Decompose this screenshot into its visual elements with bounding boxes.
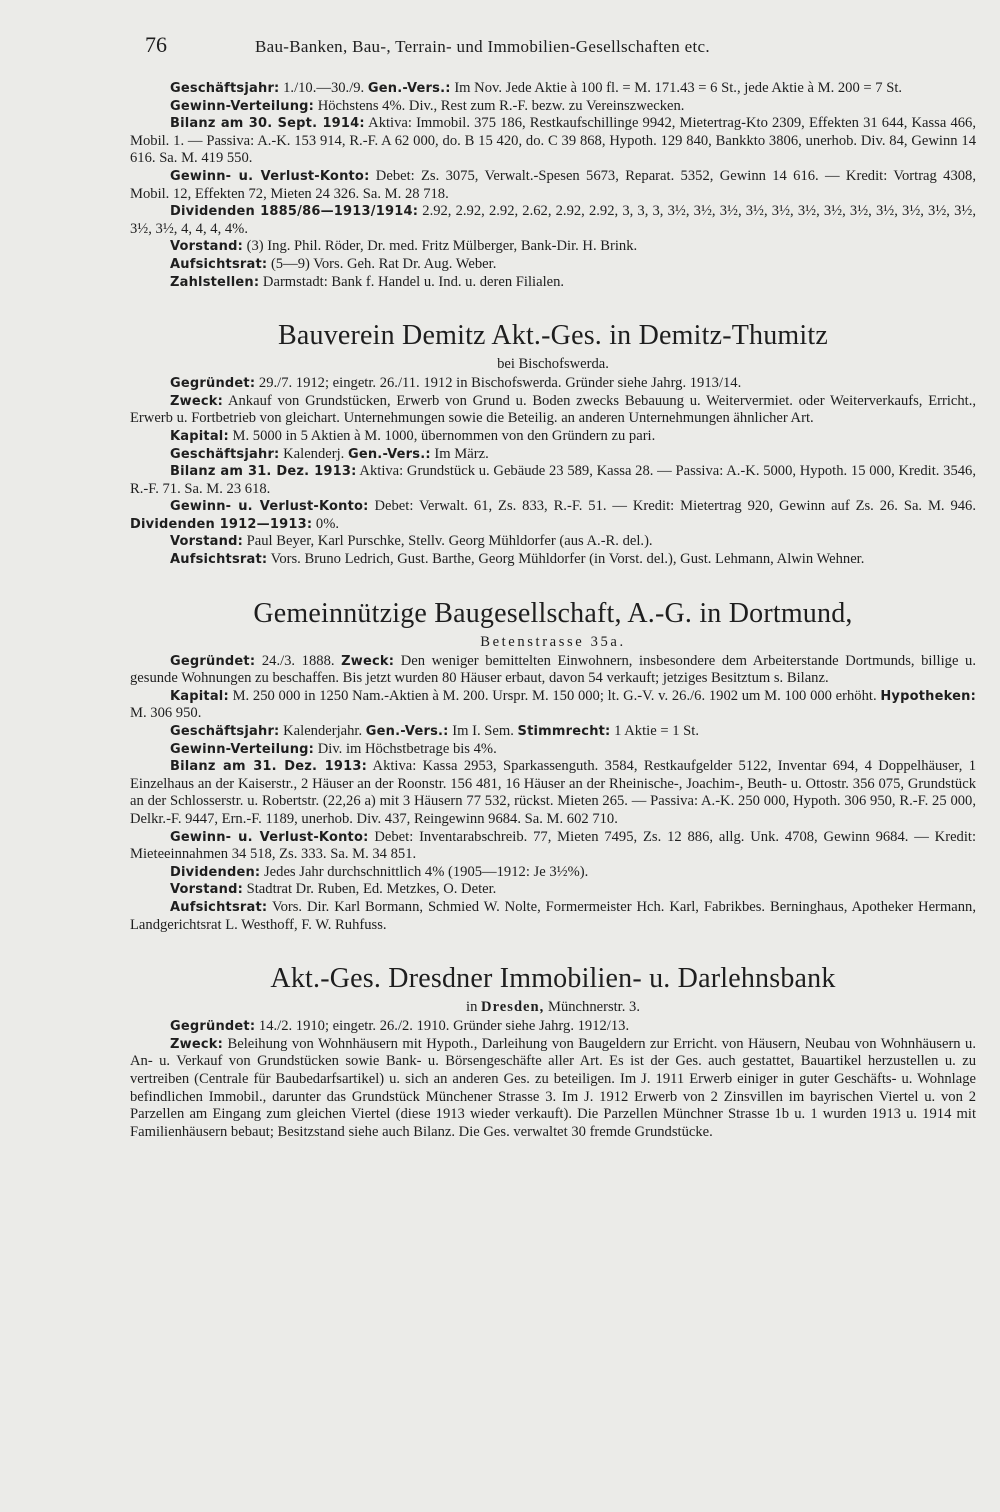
entry-bilanz: Bilanz am 31. Dez. 1913: Aktiva: Kassa 2953, Sparkassenguth. 3584, Restkaufgelder 5122, Inventar 694, 4 Doppelhäuser, 1 Einzelhaus an der Kaiserstr., 2 Häuser an der Roonstr. 156 481, 16 Häuser an der Rheinische-, Joachim-, Beuth- u. Ottostr. 356 075, Grundstück an der Schlosserstr. u. Robertstr. (22,26 a) mit 3 Häusern 77 532, rückst. Mieten 265. — Passiva: A.-K. 250 000, Hypoth. 306 950, R.-F. 25 000, Delkr.-F. 9447, Ern.-F. 1189, unerhob. Div. 437, Reingewinn 9684. Sa. M. 602 710. xyxy=(130,758,976,827)
section-continuation xyxy=(130,80,976,291)
entry-geschaeftsjahr: Geschäftsjahr: Kalenderjahr. Gen.-Vers.: Im I. Sem. Stimmrecht: 1 Aktie = 1 St. xyxy=(170,723,699,740)
running-header xyxy=(145,32,976,58)
section-dresden xyxy=(130,962,976,1141)
entry-gegruendet: Gegründet: 14./2. 1910; eingetr. 26./2. 1910. Gründer siehe Jahrg. 1912/13. xyxy=(170,1018,630,1035)
entry-kapital: Kapital: M. 250 000 in 1250 Nam.-Aktien à M. 200. Urspr. M. 150 000; lt. G.-V. v. 26./6. 1902 um M. 100 000 erhöht. Hypotheken: M. 306 950. xyxy=(130,687,976,722)
entry-kapital: Kapital: M. 5000 in 5 Aktien à M. 1000, übernommen von den Gründern zu pari. xyxy=(170,427,656,444)
company-subtitle: bei Bischofswerda. xyxy=(497,356,609,373)
entry-aufsichtsrat: Aufsichtsrat: Vors. Bruno Ledrich, Gust. Barthe, Georg Mühldorfer (in Vorst. del.), Gust. Lehmann, Alwin Wehner. xyxy=(170,551,865,568)
entry-vorstand: Vorstand: Stadtrat Dr. Ruben, Ed. Metzkes, O. Deter. xyxy=(170,881,497,898)
entry-dividenden: Dividenden: Jedes Jahr durchschnittlich 4% (1905—1912: Je 3½%). xyxy=(170,863,589,880)
entry-geschaeftsjahr: Geschäftsjahr: 1./10.—30./9. Gen.-Vers.: Im Nov. Jede Aktie à 100 fl. = M. 171.43 = 6 St., jede Aktie à M. 200 = 7 St. xyxy=(170,80,903,96)
entry-gegruendet: Gegründet: 24./3. 1888. Zweck: Den weniger bemittelten Einwohnern, insbesondere dem Arbeiterstande Dortmunds, billige u. gesunde Wohnungen zu beschaffen. Bis jetzt wurden 80 Häuser erbaut, davon 54 verkauft; jetziges Besitztum s. Bilanz. xyxy=(130,652,976,687)
entry-aufsichtsrat: Aufsichtsrat: Vors. Dir. Karl Bormann, Schmied W. Nolte, Formermeister Hch. Karl, Fabrikbes. Berninghaus, Apotheker Hermann, Landgerichtsrat L. Westhoff, F. W. Ruhfuss. xyxy=(130,898,976,933)
entry-vorstand: Vorstand: Paul Beyer, Karl Purschke, Stellv. Georg Mühldorfer (aus A.-R. del.). xyxy=(170,533,653,550)
section-dortmund xyxy=(130,597,976,935)
entry-vorstand: Vorstand: (3) Ing. Phil. Röder, Dr. med. Fritz Mülberger, Bank-Dir. H. Brink. xyxy=(170,238,638,255)
running-title: Bau-Banken, Bau-, Terrain- und Immobilien-Gesellschaften etc. xyxy=(255,37,710,56)
company-subtitle: in Dresden, Münchnerstr. 3. xyxy=(466,999,640,1016)
entry-zweck: Zweck: Beleihung von Wohnhäusern mit Hypoth., Darleihung von Baugeldern zur Erricht. von Häusern, Neubau von Wohnhäusern u. An- u. Verkauf von Grundstücken sowie Bank- u. Börsengeschäfte aller Art. Es ist der Ges. auch gestattet, Bauartikel herzustellen u. zu vertreiben (Centrale für Baubedarfsartikel) u. sich an anderen Ges. zu beteiligen. Im J. 1911 Erwerb einiger in guter Geschäfts- u. Wohnlage befindlichen Immobil., darunter das Grundstück Münchener Strasse 3. Im J. 1912 Erwerb von 2 Zinsvillen im bayrischen Viertel u. von 2 Parzellen am Eingang zum gleichen Viertel (diese 1913 wieder verkauft). Die Parzellen Münchner Strasse 1b u. 1 wurden 1913 u. 1914 mit Familienhäusern bebaut; Besitzstand siehe auch Bilanz. Die Ges. verwaltet 30 fremde Grundstücke. xyxy=(130,1035,976,1140)
page-number: 76 xyxy=(145,32,167,57)
company-title: Akt.-Ges. Dresdner Immobilien- u. Darlehnsbank xyxy=(270,963,836,995)
entry-gewinn-verteilung: Gewinn-Verteilung: Div. im Höchstbetrage bis 4%. xyxy=(170,740,497,757)
entry-gewinn-verlust: Gewinn- u. Verlust-Konto: Debet: Verwalt. 61, Zs. 833, R.-F. 51. — Kredit: Mietertrag 920, Gewinn auf Zs. 26. Sa. M. 946. Dividenden 1912—1913: 0%. xyxy=(130,498,976,532)
entry-bilanz: Bilanz am 30. Sept. 1914: Aktiva: Immobil. 375 186, Restkaufschillinge 9942, Mietertrag-Kto 2309, Effekten 31 644, Kassa 466, Mobil. 1. — Passiva: A.-K. 153 914, R.-F. A 62 000, do. B 15 420, do. C 39 868, Hypoth. 129 840, Bankkto 3806, unerhob. Div. 84, Gewinn 14 616. Sa. M. 419 550. xyxy=(130,115,976,167)
entry-gewinn-verlust: Gewinn- u. Verlust-Konto: Debet: Inventarabschreib. 77, Mieten 7495, Zs. 12 886, allg. Unk. 4708, Gewinn 9684. — Kredit: Mieteeinnahmen 34 518, Zs. 333. Sa. M. 34 851. xyxy=(130,828,977,863)
entry-bilanz: Bilanz am 31. Dez. 1913: Aktiva: Grundstück u. Gebäude 23 589, Kassa 28. — Passiva: A.-K. 5000, Hypoth. 15 000, Kredit. 3546, R.-F. 71. Sa. M. 23 618. xyxy=(130,463,976,497)
entry-geschaeftsjahr: Geschäftsjahr: Kalenderj. Gen.-Vers.: Im März. xyxy=(170,445,489,462)
entry-gewinn-verteilung: Gewinn-Verteilung: Höchstens 4%. Div., Rest zum R.-F. bezw. zu Vereinszwecken. xyxy=(170,97,685,114)
section-demitz xyxy=(130,319,976,569)
entry-gewinn-verlust: Gewinn- u. Verlust-Konto: Debet: Zs. 3075, Verwalt.-Spesen 5673, Reparat. 5352, Gewinn 14 616. — Kredit: Vortrag 4308, Mobil. 12, Effekten 72, Mieten 24 326. Sa. M. 28 718. xyxy=(130,167,976,202)
entry-zahlstellen: Zahlstellen: Darmstadt: Bank f. Handel u. Ind. u. deren Filialen. xyxy=(170,273,565,290)
entry-dividenden: Dividenden 1885/86—1913/1914: 2.92, 2.92, 2.92, 2.62, 2.92, 2.92, 3, 3, 3, 3½, 3½, 3½, 3½, 3½, 3½, 3½, 3½, 3½, 3½, 3½, 3½, 3½, 3½, 4, 4, 4, 4%. xyxy=(130,203,976,237)
company-title: Gemeinnützige Baugesellschaft, A.-G. in Dortmund, xyxy=(253,597,853,629)
entry-zweck: Zweck: Ankauf von Grundstücken, Erwerb von Grund u. Boden zwecks Bebauung u. Weitervermiet. oder Weiterverkaufs, Erricht., Erwerb u. Fortbetrieb von gleichart. Unternehmungen sowie die Beteilig. an anderen Unternehmungen ähnlicher Art. xyxy=(130,392,977,427)
entry-aufsichtsrat: Aufsichtsrat: (5—9) Vors. Geh. Rat Dr. Aug. Weber. xyxy=(170,255,497,272)
company-title: Bauverein Demitz Akt.-Ges. in Demitz-Thumitz xyxy=(278,320,828,352)
company-subtitle: Betenstrasse 35a. xyxy=(480,633,626,650)
entry-gegruendet: Gegründet: 29./7. 1912; eingetr. 26./11. 1912 in Bischofswerda. Gründer siehe Jahrg. 1913/14. xyxy=(170,375,742,392)
